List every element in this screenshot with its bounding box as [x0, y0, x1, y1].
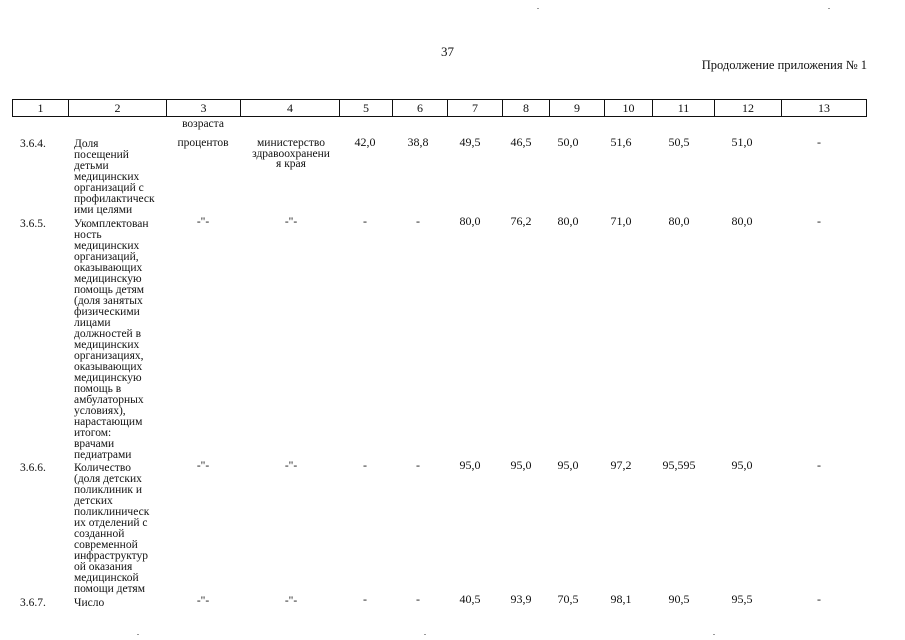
- scan-speck: [828, 8, 830, 9]
- name-line: медицинских: [74, 240, 140, 252]
- name-line: нарастающим: [74, 416, 143, 428]
- value-col13: -: [817, 214, 821, 228]
- scan-speck: [537, 8, 539, 9]
- row-unit: -"-: [196, 216, 210, 228]
- name-line: помощи детям: [74, 583, 145, 595]
- scan-speck: [137, 634, 139, 635]
- value-col9: 70,5: [557, 592, 579, 606]
- name-line: организаций,: [74, 251, 139, 263]
- value-col7: 95,0: [459, 458, 481, 472]
- col-header-9: 9: [550, 100, 605, 116]
- value-col11: 80,0: [668, 214, 690, 228]
- name-line: амбулаторных: [74, 394, 144, 406]
- col-header-4: 4: [241, 100, 340, 116]
- row-code: 3.6.4.: [20, 138, 46, 150]
- name-line: лицами: [74, 317, 111, 329]
- row-indicator-name: [74, 219, 166, 461]
- name-line: помощь детям: [74, 284, 145, 296]
- name-line: оказывающих: [74, 262, 143, 274]
- value-col11: 95,595: [662, 458, 696, 472]
- col-header-11: 11: [653, 100, 715, 116]
- value-col9: 95,0: [557, 458, 579, 472]
- carryover-unit: возраста: [182, 118, 224, 130]
- value-col7: 40,5: [459, 592, 481, 606]
- value-col5: -: [363, 214, 367, 228]
- value-col8: 76,2: [510, 214, 532, 228]
- name-line: врачами: [74, 438, 115, 450]
- name-line: Доля: [74, 138, 99, 150]
- row-indicator-name: [74, 139, 166, 216]
- value-col12: 95,5: [731, 592, 753, 606]
- value-col6: -: [416, 592, 420, 606]
- name-line: поликлиник и: [74, 484, 143, 496]
- row-executor: -"-: [284, 216, 298, 228]
- value-col6: -: [416, 214, 420, 228]
- name-line: педиатрами: [74, 449, 132, 461]
- executor-line: здравоохранени: [252, 147, 330, 160]
- col-header-6: 6: [393, 100, 448, 116]
- value-col13: -: [817, 592, 821, 606]
- value-col5: -: [363, 458, 367, 472]
- name-line: помощь в: [74, 383, 122, 395]
- col-header-1: 1: [13, 100, 69, 116]
- value-col5: -: [363, 592, 367, 606]
- row-unit: -"-: [196, 595, 210, 607]
- name-line: созданной: [74, 528, 125, 540]
- name-line: детьми: [74, 160, 109, 172]
- page-number: 37: [441, 44, 454, 59]
- name-line: Число: [74, 597, 105, 609]
- row-unit: -"-: [196, 460, 210, 472]
- name-line: поликлиническ: [74, 506, 150, 518]
- value-col13: -: [817, 135, 821, 149]
- col-header-7: 7: [448, 100, 503, 116]
- name-line: организациях,: [74, 350, 144, 362]
- value-col9: 80,0: [557, 214, 579, 228]
- value-col13: -: [817, 458, 821, 472]
- value-col8: 95,0: [510, 458, 532, 472]
- name-line: Количество: [74, 462, 131, 474]
- value-col6: 38,8: [407, 135, 429, 149]
- name-line: ими целями: [74, 204, 133, 216]
- name-line: условиях),: [74, 405, 126, 417]
- name-line: организаций с: [74, 182, 144, 194]
- value-col6: -: [416, 458, 420, 472]
- value-col10: 97,2: [610, 458, 632, 472]
- row-code: 3.6.6.: [20, 462, 46, 474]
- value-col5: 42,0: [354, 135, 376, 149]
- name-line: (доля детских: [74, 473, 142, 485]
- name-line: оказывающих: [74, 361, 143, 373]
- row-executor: -"-: [284, 595, 298, 607]
- row-unit: процентов: [177, 137, 229, 149]
- column-number-header: [12, 99, 867, 117]
- value-col8: 46,5: [510, 135, 532, 149]
- value-col10: 98,1: [610, 592, 632, 606]
- name-line: (доля занятых: [74, 295, 143, 307]
- name-line: медицинских: [74, 339, 140, 351]
- value-col9: 50,0: [557, 135, 579, 149]
- name-line: медицинскую: [74, 273, 142, 285]
- name-line: Укомплектован: [74, 218, 149, 230]
- row-executor: [241, 138, 341, 170]
- name-line: ность: [74, 229, 102, 241]
- value-col7: 49,5: [459, 135, 481, 149]
- name-line: медицинской: [74, 572, 139, 584]
- name-line: детских: [74, 495, 113, 507]
- value-col8: 93,9: [510, 592, 532, 606]
- value-col11: 50,5: [668, 135, 690, 149]
- col-header-8: 8: [503, 100, 550, 116]
- col-header-10: 10: [605, 100, 653, 116]
- name-line: профилактическ: [74, 193, 155, 205]
- value-col10: 51,6: [610, 135, 632, 149]
- executor-line: я края: [276, 158, 306, 170]
- name-line: инфраструктур: [74, 550, 149, 562]
- name-line: медицинскую: [74, 372, 142, 384]
- col-header-13: 13: [818, 101, 830, 115]
- col-header-2: 2: [69, 100, 167, 116]
- row-code: 3.6.5.: [20, 218, 46, 230]
- value-col10: 71,0: [610, 214, 632, 228]
- executor-line: министерство: [257, 137, 325, 149]
- col-header-12: 12: [715, 100, 782, 116]
- name-line: их отделений с: [74, 517, 148, 529]
- name-line: должностей в: [74, 328, 142, 340]
- name-line: медицинских: [74, 171, 140, 183]
- value-col12: 95,0: [731, 458, 753, 472]
- name-line: итогом:: [74, 427, 112, 439]
- row-indicator-name: [74, 598, 166, 609]
- continuation-label: Продолжение приложения № 1: [701, 58, 867, 72]
- row-indicator-name: [74, 463, 166, 595]
- value-col12: 80,0: [731, 214, 753, 228]
- value-col7: 80,0: [459, 214, 481, 228]
- col-header-5: 5: [340, 100, 393, 116]
- row-code: 3.6.7.: [20, 597, 46, 609]
- scan-speck: [424, 634, 426, 635]
- name-line: посещений: [74, 149, 129, 161]
- name-line: физическими: [74, 306, 140, 318]
- col-header-3: 3: [167, 100, 241, 116]
- row-executor: -"-: [284, 460, 298, 472]
- value-col12: 51,0: [731, 135, 753, 149]
- name-line: ой оказания: [74, 561, 133, 573]
- value-col11: 90,5: [668, 592, 690, 606]
- scan-speck: [713, 634, 715, 635]
- name-line: современной: [74, 539, 138, 551]
